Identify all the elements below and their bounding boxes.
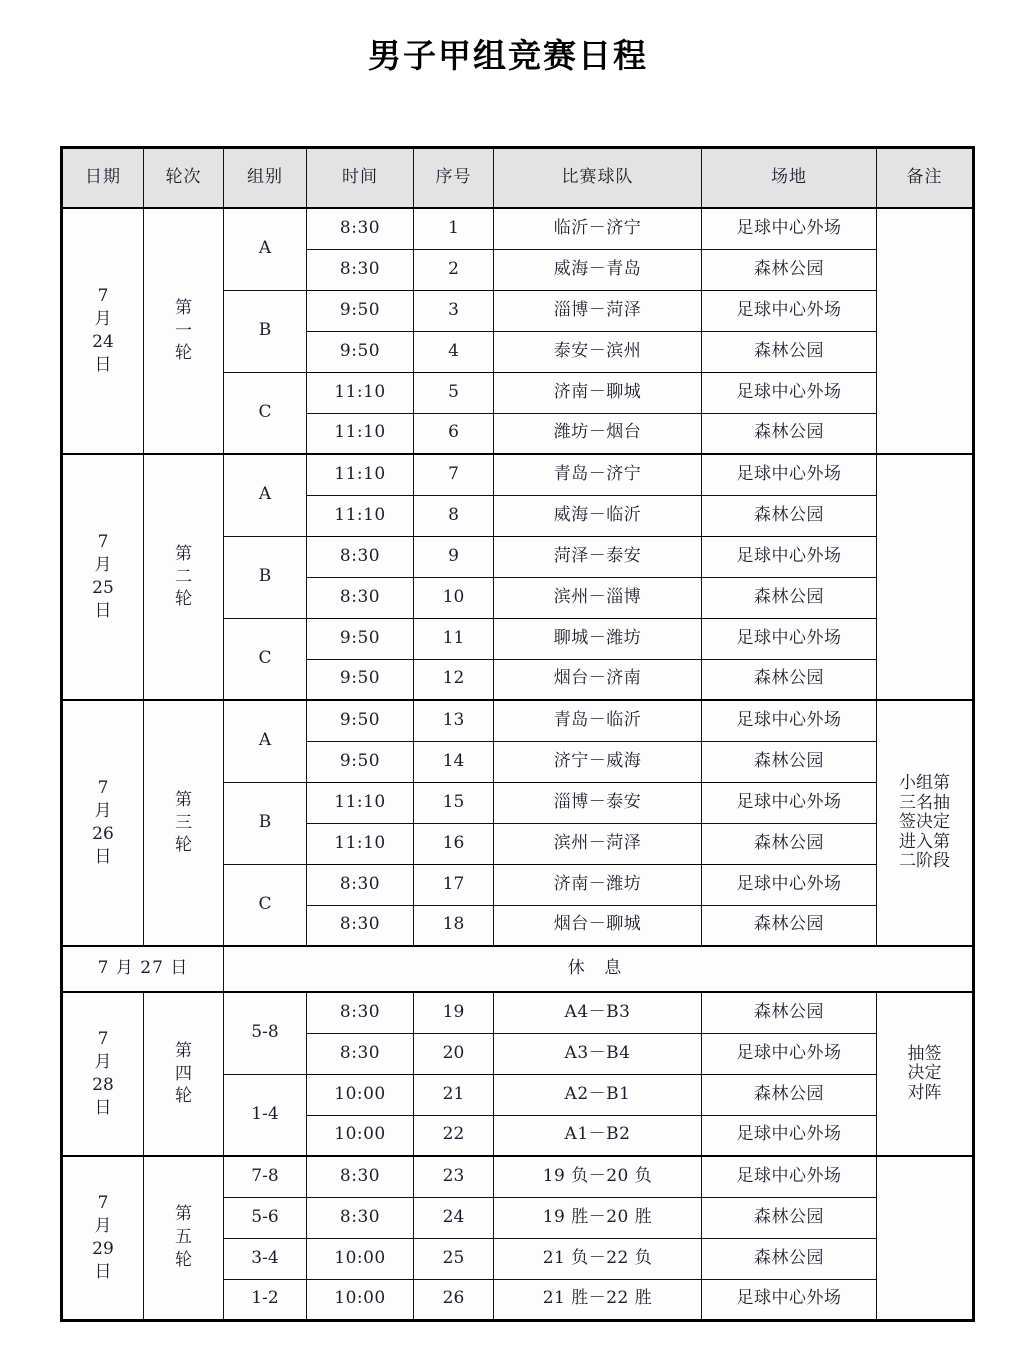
round-cell-5 (144, 1156, 224, 1320)
no-cell: 16 (414, 823, 494, 864)
round-cell-1 (144, 208, 224, 454)
table-row (62, 700, 974, 741)
teams-cell: 济宁－威海 (494, 741, 702, 782)
teams-cell: 烟台－济南 (494, 659, 702, 700)
round-stack (144, 1040, 223, 1109)
no-cell: 23 (414, 1156, 494, 1197)
date-part: 日 (94, 846, 112, 867)
note-cell-round4 (877, 992, 974, 1156)
no-cell: 1 (414, 208, 494, 249)
group-cell-c: C (224, 864, 307, 946)
time-cell: 8:30 (307, 208, 414, 249)
round-part: 第 (175, 1204, 192, 1225)
round-stack (144, 789, 223, 858)
date-stack (63, 777, 143, 869)
round-part: 第 (175, 789, 192, 810)
date-stack (63, 1192, 143, 1284)
round-part: 轮 (175, 589, 192, 610)
teams-cell: 青岛－济宁 (494, 454, 702, 495)
table-row (62, 992, 974, 1033)
column-header-time: 时间 (307, 148, 414, 209)
round-part: 轮 (175, 1250, 192, 1271)
venue-cell: 足球中心外场 (702, 454, 877, 495)
teams-cell: 菏泽－泰安 (494, 536, 702, 577)
date-part: 月 (94, 801, 112, 822)
venue-cell: 足球中心外场 (702, 290, 877, 331)
date-cell-24 (62, 208, 144, 454)
table-body (62, 208, 974, 1320)
no-cell: 2 (414, 249, 494, 290)
round-cell-4 (144, 992, 224, 1156)
date-part: 7 (97, 1029, 109, 1050)
round-part: 第 (175, 543, 192, 564)
time-cell: 9:50 (307, 741, 414, 782)
schedule-table-container (60, 146, 972, 1322)
venue-cell: 足球中心外场 (702, 1156, 877, 1197)
date-cell-28 (62, 992, 144, 1156)
teams-cell: 烟台－聊城 (494, 905, 702, 946)
note-lines (877, 774, 972, 872)
venue-cell: 足球中心外场 (702, 700, 877, 741)
time-cell: 8:30 (307, 1197, 414, 1238)
date-part: 7 (97, 532, 109, 553)
venue-cell: 足球中心外场 (702, 864, 877, 905)
no-cell: 14 (414, 741, 494, 782)
time-cell: 10:00 (307, 1074, 414, 1115)
time-cell: 8:30 (307, 536, 414, 577)
venue-cell: 森林公园 (702, 413, 877, 454)
no-cell: 20 (414, 1033, 494, 1074)
time-cell: 10:00 (307, 1115, 414, 1156)
venue-cell: 足球中心外场 (702, 372, 877, 413)
venue-cell: 足球中心外场 (702, 536, 877, 577)
column-header-venue: 场地 (702, 148, 877, 209)
venue-cell: 森林公园 (702, 1238, 877, 1279)
time-cell: 10:00 (307, 1279, 414, 1320)
date-part: 28 (92, 1075, 114, 1095)
no-cell: 7 (414, 454, 494, 495)
group-cell-5-6: 5-6 (224, 1197, 307, 1238)
round-part: 二 (175, 566, 192, 587)
teams-cell: 济南－聊城 (494, 372, 702, 413)
column-header-date: 日期 (62, 148, 144, 209)
teams-cell: 滨州－菏泽 (494, 823, 702, 864)
no-cell: 18 (414, 905, 494, 946)
teams-cell: 潍坊－烟台 (494, 413, 702, 454)
time-cell: 11:10 (307, 413, 414, 454)
no-cell: 11 (414, 618, 494, 659)
time-cell: 9:50 (307, 290, 414, 331)
teams-cell: 济南－潍坊 (494, 864, 702, 905)
no-cell: 22 (414, 1115, 494, 1156)
time-cell: 11:10 (307, 372, 414, 413)
teams-cell: A3－B4 (494, 1033, 702, 1074)
table-row (62, 454, 974, 495)
venue-cell: 森林公园 (702, 992, 877, 1033)
column-header-note: 备注 (877, 148, 974, 209)
group-cell-c: C (224, 372, 307, 454)
venue-cell: 足球中心外场 (702, 208, 877, 249)
note-line: 签决定 (899, 812, 950, 833)
date-cell-29 (62, 1156, 144, 1320)
no-cell: 12 (414, 659, 494, 700)
no-cell: 10 (414, 577, 494, 618)
date-part: 日 (94, 1097, 112, 1118)
time-cell: 11:10 (307, 823, 414, 864)
venue-cell: 森林公园 (702, 249, 877, 290)
header-row (62, 148, 974, 209)
time-cell: 9:50 (307, 331, 414, 372)
no-cell: 19 (414, 992, 494, 1033)
teams-cell: A4－B3 (494, 992, 702, 1033)
date-stack (63, 531, 143, 623)
note-line: 小组第 (899, 773, 950, 794)
table-row (62, 208, 974, 249)
date-part: 7 (97, 778, 109, 799)
date-part: 日 (94, 354, 112, 375)
round-part: 轮 (175, 343, 192, 364)
no-cell: 21 (414, 1074, 494, 1115)
round-part: 三 (175, 812, 192, 833)
teams-cell: 泰安－滨州 (494, 331, 702, 372)
teams-cell: A2－B1 (494, 1074, 702, 1115)
note-cell-empty (877, 1156, 974, 1320)
date-part: 7 (97, 286, 109, 307)
note-line: 决定 (907, 1063, 942, 1084)
teams-cell: 滨州－淄博 (494, 577, 702, 618)
column-header-round: 轮次 (144, 148, 224, 209)
teams-cell: A1－B2 (494, 1115, 702, 1156)
note-line: 进入第 (899, 831, 950, 852)
group-cell-3-4: 3-4 (224, 1238, 307, 1279)
teams-cell: 临沂－济宁 (494, 208, 702, 249)
date-part: 月 (94, 555, 112, 576)
time-cell: 11:10 (307, 495, 414, 536)
page-title: 男子甲组竞赛日程 (368, 36, 648, 75)
group-cell-b: B (224, 782, 307, 864)
venue-cell: 森林公园 (702, 905, 877, 946)
time-cell: 11:10 (307, 454, 414, 495)
round-part: 一 (175, 320, 192, 341)
venue-cell: 森林公园 (702, 331, 877, 372)
table-header (62, 148, 974, 209)
time-cell: 8:30 (307, 249, 414, 290)
round-part: 轮 (175, 835, 192, 856)
time-cell: 8:30 (307, 577, 414, 618)
date-cell-26 (62, 700, 144, 946)
teams-cell: 淄博－菏泽 (494, 290, 702, 331)
round-cell-3 (144, 700, 224, 946)
date-part: 24 (92, 332, 114, 352)
no-cell: 3 (414, 290, 494, 331)
group-cell-b: B (224, 290, 307, 372)
time-cell: 8:30 (307, 1156, 414, 1197)
no-cell: 8 (414, 495, 494, 536)
no-cell: 17 (414, 864, 494, 905)
venue-cell: 森林公园 (702, 823, 877, 864)
table-row (62, 1156, 974, 1197)
round-part: 第 (175, 297, 192, 318)
no-cell: 15 (414, 782, 494, 823)
venue-cell: 森林公园 (702, 741, 877, 782)
no-cell: 25 (414, 1238, 494, 1279)
venue-cell: 森林公园 (702, 1074, 877, 1115)
time-cell: 9:50 (307, 659, 414, 700)
note-lines (877, 1045, 972, 1104)
venue-cell: 森林公园 (702, 577, 877, 618)
venue-cell: 足球中心外场 (702, 782, 877, 823)
date-stack (63, 1028, 143, 1120)
group-cell-a: A (224, 454, 307, 536)
venue-cell: 森林公园 (702, 659, 877, 700)
no-cell: 6 (414, 413, 494, 454)
date-part: 日 (94, 600, 112, 621)
venue-cell: 足球中心外场 (702, 1115, 877, 1156)
rest-day-label: 休 息 (224, 946, 974, 992)
round-part: 第 (175, 1040, 192, 1061)
teams-cell: 21 负－22 负 (494, 1238, 702, 1279)
note-cell-round3 (877, 700, 974, 946)
column-header-no: 序号 (414, 148, 494, 209)
no-cell: 5 (414, 372, 494, 413)
group-cell-1-2: 1-2 (224, 1279, 307, 1320)
competition-schedule-table (60, 146, 975, 1322)
teams-cell: 21 胜－22 胜 (494, 1279, 702, 1320)
date-cell-25 (62, 454, 144, 700)
teams-cell: 淄博－泰安 (494, 782, 702, 823)
no-cell: 13 (414, 700, 494, 741)
column-header-teams: 比赛球队 (494, 148, 702, 209)
group-cell-b: B (224, 536, 307, 618)
round-part: 四 (175, 1063, 192, 1084)
time-cell: 8:30 (307, 1033, 414, 1074)
teams-cell: 聊城－潍坊 (494, 618, 702, 659)
date-part: 月 (94, 1215, 112, 1236)
teams-cell: 威海－临沂 (494, 495, 702, 536)
teams-cell: 青岛－临沂 (494, 700, 702, 741)
round-stack (144, 543, 223, 612)
note-cell-empty (877, 208, 974, 454)
round-stack (144, 1203, 223, 1272)
group-cell-c: C (224, 618, 307, 700)
date-part: 29 (92, 1238, 114, 1259)
note-cell-empty (877, 454, 974, 700)
note-line: 三名抽 (899, 792, 950, 813)
round-part: 五 (175, 1227, 192, 1248)
date-part: 月 (94, 1052, 112, 1073)
date-part: 25 (92, 578, 114, 598)
venue-cell: 足球中心外场 (702, 618, 877, 659)
group-cell-5-8: 5-8 (224, 992, 307, 1074)
group-cell-7-8: 7-8 (224, 1156, 307, 1197)
no-cell: 26 (414, 1279, 494, 1320)
group-cell-a: A (224, 700, 307, 782)
rest-day-row (62, 946, 974, 992)
teams-cell: 19 胜－20 胜 (494, 1197, 702, 1238)
time-cell: 8:30 (307, 864, 414, 905)
date-part: 26 (92, 824, 114, 844)
note-line: 对阵 (907, 1082, 942, 1103)
time-cell: 11:10 (307, 782, 414, 823)
round-part: 轮 (175, 1086, 192, 1107)
no-cell: 4 (414, 331, 494, 372)
no-cell: 24 (414, 1197, 494, 1238)
note-line: 抽签 (907, 1043, 942, 1064)
group-cell-1-4: 1-4 (224, 1074, 307, 1156)
time-cell: 8:30 (307, 992, 414, 1033)
no-cell: 9 (414, 536, 494, 577)
teams-cell: 威海－青岛 (494, 249, 702, 290)
time-cell: 9:50 (307, 618, 414, 659)
time-cell: 8:30 (307, 905, 414, 946)
round-stack (144, 297, 223, 366)
time-cell: 10:00 (307, 1238, 414, 1279)
rest-day-date: 7 月 27 日 (62, 946, 224, 992)
round-cell-2 (144, 454, 224, 700)
venue-cell: 足球中心外场 (702, 1033, 877, 1074)
time-cell: 9:50 (307, 700, 414, 741)
date-part: 月 (94, 309, 112, 330)
date-stack (63, 285, 143, 377)
date-part: 7 (97, 1192, 109, 1213)
column-header-group: 组别 (224, 148, 307, 209)
group-cell-a: A (224, 208, 307, 290)
venue-cell: 足球中心外场 (702, 1279, 877, 1320)
venue-cell: 森林公园 (702, 1197, 877, 1238)
teams-cell: 19 负－20 负 (494, 1156, 702, 1197)
note-line: 二阶段 (899, 851, 950, 872)
venue-cell: 森林公园 (702, 495, 877, 536)
date-part: 日 (94, 1261, 112, 1282)
